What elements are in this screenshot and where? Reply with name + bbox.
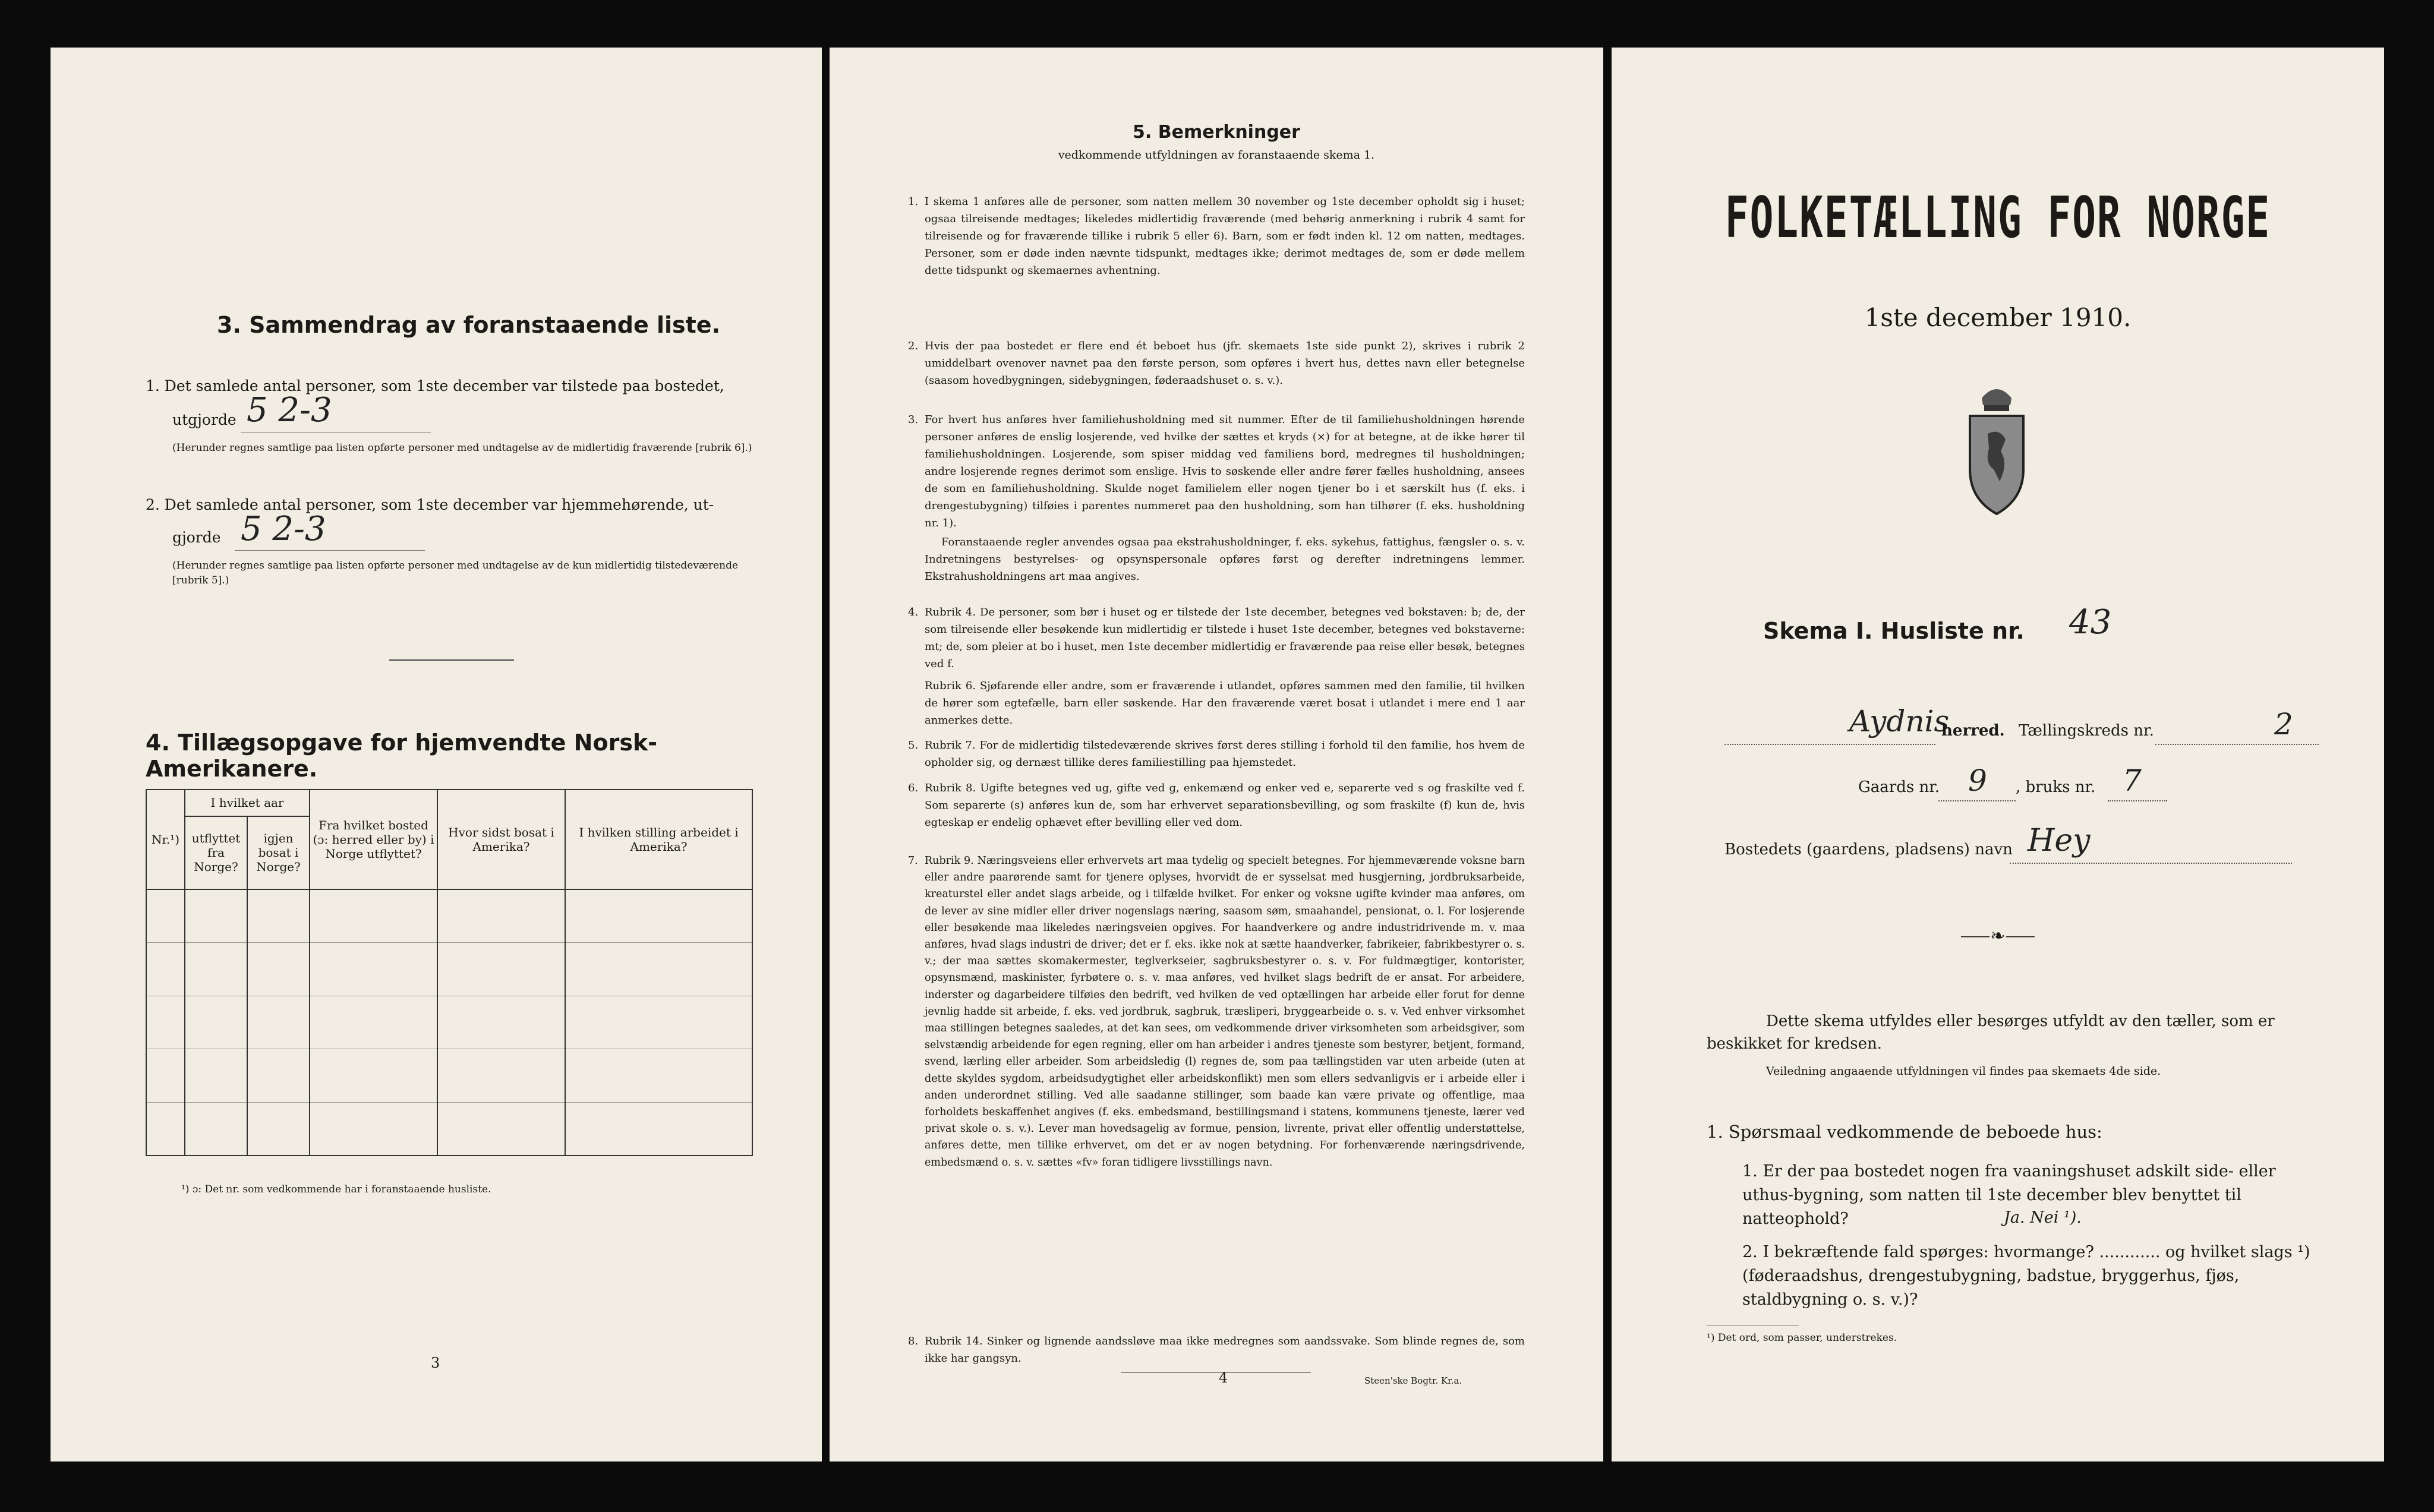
page-right <box>1612 48 2384 1462</box>
bemerkninger-title: 5. Bemerkninger <box>1133 122 1300 143</box>
col-utflyttet: utflyttet fra Norge? <box>185 816 247 889</box>
col-amerika: Hvor sidst bosat i Amerika? <box>437 790 565 889</box>
bemerkninger-subtitle: vedkommende utfyldningen av foranstaaende skema 1. <box>1058 149 1375 162</box>
page-number-4: 4 <box>1219 1369 1228 1386</box>
intro-text: Dette skema utfyldes eller besørges utfyldt av den tæller, som er beskikket for kredsen. <box>1707 1012 2275 1053</box>
remark-6: 6. Rubrik 8. Ugifte betegnes ved ug, gifte ved g, enkemænd og enker ved e, separerte ved s og fraskilte ved f. Som separerte (s) anføres kun de, som har erhvervet separationsbevilling, og som fraskilte (f) kun de, hvis egteskap er endelig ophævet efter bevilling eller ved dom. <box>908 782 1525 829</box>
bosted-label: Bostedets (gaardens, pladsens) navn <box>1724 841 2013 858</box>
remark-4: 4. Rubrik 4. De personer, som bør i huset og er tilstede der 1ste december, betegnes ved bokstaven: b; de, der som tilreisende eller besøkende kun midlertidig er tilstede i huset 1ste december, betegnes ved bokstaverne: mt; de, som pleier at bo i huset, men 1ste december midlertidig er fraværende paa reise eller besøk, betegnes ved f. <box>908 606 1525 670</box>
intro-note: Veiledning angaaende utfyldningen vil findes paa skemaets 4de side. <box>1766 1065 2161 1078</box>
right-footnote: ¹) Det ord, som passer, understrekes. <box>1707 1332 1897 1344</box>
section4-title: 4. Tillægsopgave for hjemvendte Norsk-Amerikanere. <box>146 730 657 782</box>
bruks-value: 7 <box>2123 763 2142 798</box>
norsk-amerikanere-table <box>146 789 753 1156</box>
col-bosted: Fra hvilket bosted (ɔ: herred eller by) i Norge utflyttet? <box>310 790 437 889</box>
herred-label: herred. <box>1941 722 2005 740</box>
skema-label: Skema I. Husliste nr. <box>1763 618 2025 644</box>
question-2: 2. I bekræftende fald spørges: hvormange? ............ og hvilket slags ¹) (føderaadshus, drengestubygning, badstue, bryggerhus, fjøs, staldbygning o. s. v.)? <box>1742 1243 2310 1309</box>
gaard-label: Gaards nr. <box>1858 778 1940 796</box>
gaard-value: 9 <box>1968 763 1987 798</box>
question-1: 1. Er der paa bostedet nogen fra vaaningshuset adskilt side- eller uthus-bygning, som natten til 1ste december blev benyttet til natteophold? <box>1742 1162 2276 1228</box>
item2-utgjorde-label: gjorde <box>172 529 221 546</box>
section3-title: 3. Sammendrag av foranstaaende liste. <box>217 312 721 338</box>
remark-5: 5. Rubrik 7. For de midlertidig tilstedeværende skrives først deres stilling i forhold til den familie, hos hvem de opholder sig, og dernæst tillike deres familiestilling paa hjemstedet. <box>908 739 1525 769</box>
printer-mark: Steen'ske Bogtr. Kr.a. <box>1364 1375 1462 1386</box>
section3-item1: 1. Det samlede antal personer, som 1ste december var tilstede paa bostedet, <box>146 377 724 394</box>
ornament: ⸺❧⸺ <box>1960 926 2036 946</box>
census-title: FOLKETÆLLING FOR NORGE <box>1724 184 2271 251</box>
end-rule <box>1121 1372 1311 1373</box>
bruks-label: , bruks nr. <box>2016 778 2096 796</box>
col-stilling: I hvilken stilling arbeidet i Amerika? <box>565 790 752 889</box>
remark-2: 2. Hvis der paa bostedet er flere end ét beboet hus (jfr. skemaets 1ste side punkt 2), skrives i rubrik 2 umiddelbart ovenover navnet paa den første person, som opføres i hvert hus, dettes navn eller betegnelse (saasom hovedbygningen, sidebygningen, føderaadshuset o. s. v.). <box>908 340 1525 387</box>
remark-1: 1. I skema 1 anføres alle de personer, som natten mellem 30 november og 1ste december opholdt sig i huset; ogsaa tilreisende medtages; likeledes midlertidig fraværende (med behørig anmerkning i rubrik 4 samt for tilreisende og for fraværende tillike i rubrik 5 eller 6). Barn, som er født inden kl. 12 om natten, medtages. Personer, som er døde inden nævnte tidspunkt, medtages ikke; derimot medtages de, som er døde mellem dette tidspunkt og skemaernes avhentning. <box>908 195 1525 277</box>
col-nr: Nr.¹) <box>146 790 185 889</box>
section3-item2: 2. Det samlede antal personer, som 1ste december var hjemmehørende, ut- <box>146 496 714 513</box>
remark-8: 8. Rubrik 14. Sinker og lignende aandssløve maa ikke medregnes som aandssvake. Som blinde regnes de, som ikke har gangsyn. <box>908 1335 1525 1365</box>
husliste-number: 43 <box>2069 603 2112 642</box>
item1-note: (Herunder regnes samtlige paa listen opførte personer med undtagelse av de midlertidig fraværende [rubrik 6].) <box>172 442 752 454</box>
remark-3: 3. For hvert hus anføres hver familiehusholdning med sit nummer. Efter de til familiehusholdningen hørende personer anføres de enslig losjerende, ved hvilke der sættes et kryds (×) for at betegne, at de ikke hører til familiehusholdningen. Losjerende, som spiser middag ved familiens bord, medregnes til husholdningen; andre losjerende regnes derimot som enslige. Hvis to søskende eller andre fører fælles husholdning, ansees de som en familiehusholdning. Skulde noget familielem eller nogen tjener bo i et særskilt hus (f. eks. i drengestubygning) tilføies i parentes nummeret paa den husholdning, som han tilhører (f. eks. husholdning nr. 1). <box>908 413 1525 529</box>
section4-footnote: ¹) ɔ: Det nr. som vedkommende har i foranstaaende husliste. <box>181 1183 491 1195</box>
remark-7: 7. Rubrik 9. Næringsveiens eller erhvervets art maa tydelig og specielt betegnes. For hjemmeværende voksne barn eller andre paarørende samt for tjenere oplyses, hvorvidt de er sysselsat med husgjerning, jordbruksarbeide, kreaturstel eller andet slags arbeide, og i tilfælde hvilket. For enker og voksne ugifte kvinder maa anføres, om de lever av sine midler eller driver nogenslags næring, saasom søm, smaahandel, pensionat, o. l. For losjerende eller besøkende maa likeledes næringsveien opgives. For haandverkere og andre industridrivende m. v. maa anføres, hvad slags industri de driver; det er f. eks. ikke nok at sætte haandverker, fabrikeier, fabrikbestyrer o. s. v.; der maa sættes skomakermester, teglverkseier, sagbruksbestyrer o. s. v. For fuldmægtiger, kontorister, opsynsmænd, maskinister, fyrbøtere o. s. v. maa anføres, ved hvilket slags bedrift de er ansat. For arbeidere, inderster og dagarbeidere tilføies den bedrift, ved hvilken de ved optællingen har arbeide eller forut for denne jevnlig hadde sit arbeide, f. eks. ved jordbruk, sagbruk, træsliperi, bryggearbeide o. s. v. Ved enhver virksomhet maa stillingen betegnes saaledes, at det kan sees, om vedkommende driver virksomheten som arbeidsgiver, som selvstændig arbeidende for egen regning, eller om han arbeider i andres tjeneste som bestyrer, betjent, formand, svend, lærling eller arbeider. Som arbeidsledig (l) regnes de, som paa tællingstiden var uten arbeide (uten at dette skyldes sygdom, arbeidsudygtighet eller arbeidskonflikt) men som ellers sedvanligvis er i arbeide eller i anden underordnet stilling. Ved alle saadanne stillinger, som baade kan være private og offentlige, maa forholdets beskaffenhet angives (f. eks. embedsmand, bestillingsmand i statens, kommunens tjeneste, lærer ved privat skole o. s. v.). Lever man hovedsagelig av formue, pension, livrente, privat eller offentlig understøttelse, anføres dette, men tillike erhvervet, om det er av nogen betydning. For forhenværende næringsdrivende, embedsmænd o. s. v. sættes «fv» foran tidligere livsstillings navn. <box>908 855 1525 1169</box>
col-igjen: igjen bosat i Norge? <box>247 816 310 889</box>
divider <box>389 659 514 661</box>
item1-handwritten-count: 5 2-3 <box>247 391 332 430</box>
krets-label: Tællingskreds nr. <box>2019 722 2154 740</box>
item2-handwritten-count: 5 2-3 <box>241 510 326 548</box>
remark-3-extra: Foranstaaende regler anvendes ogsaa paa ekstrahusholdninger, f. eks. sykehus, fattighus, fængsler o. s. v. Indretningens bestyrelses- og opsynspersonale opføres først og derefter indretningens lemmer. Ekstrahusholdningens art maa angives. <box>925 536 1525 583</box>
item1-utgjorde-label: utgjorde <box>172 411 237 428</box>
item2-note: (Herunder regnes samtlige paa listen opførte personer med undtagelse av de kun midlertidig tilstedeværende [rubrik 5].) <box>172 560 739 586</box>
question-1-answer: Ja. Nei ¹). <box>2004 1208 2082 1227</box>
page-left <box>51 48 822 1462</box>
question-section-title: 1. Spørsmaal vedkommende de beboede hus: <box>1707 1122 2102 1142</box>
norway-coat-of-arms-icon <box>1964 380 2029 517</box>
bosted-value: Hey <box>2028 823 2091 858</box>
census-date: 1ste december 1910. <box>1864 303 2132 332</box>
page-number-3: 3 <box>431 1355 440 1371</box>
remark-4-extra: Rubrik 6. Sjøfarende eller andre, som er fraværende i utlandet, opføres sammen med den familie, til hvilken de hører som egtefælle, barn eller søskende. Har den fraværende været bosat i utlandet i mere end 1 aar anmerkes dette. <box>925 680 1525 727</box>
krets-value: 2 <box>2274 707 2293 741</box>
page-middle <box>830 48 1603 1462</box>
herred-value: Aydnis <box>1849 704 1950 738</box>
item2-underline <box>235 550 425 551</box>
col-group-aar: I hvilket aar <box>185 790 310 816</box>
